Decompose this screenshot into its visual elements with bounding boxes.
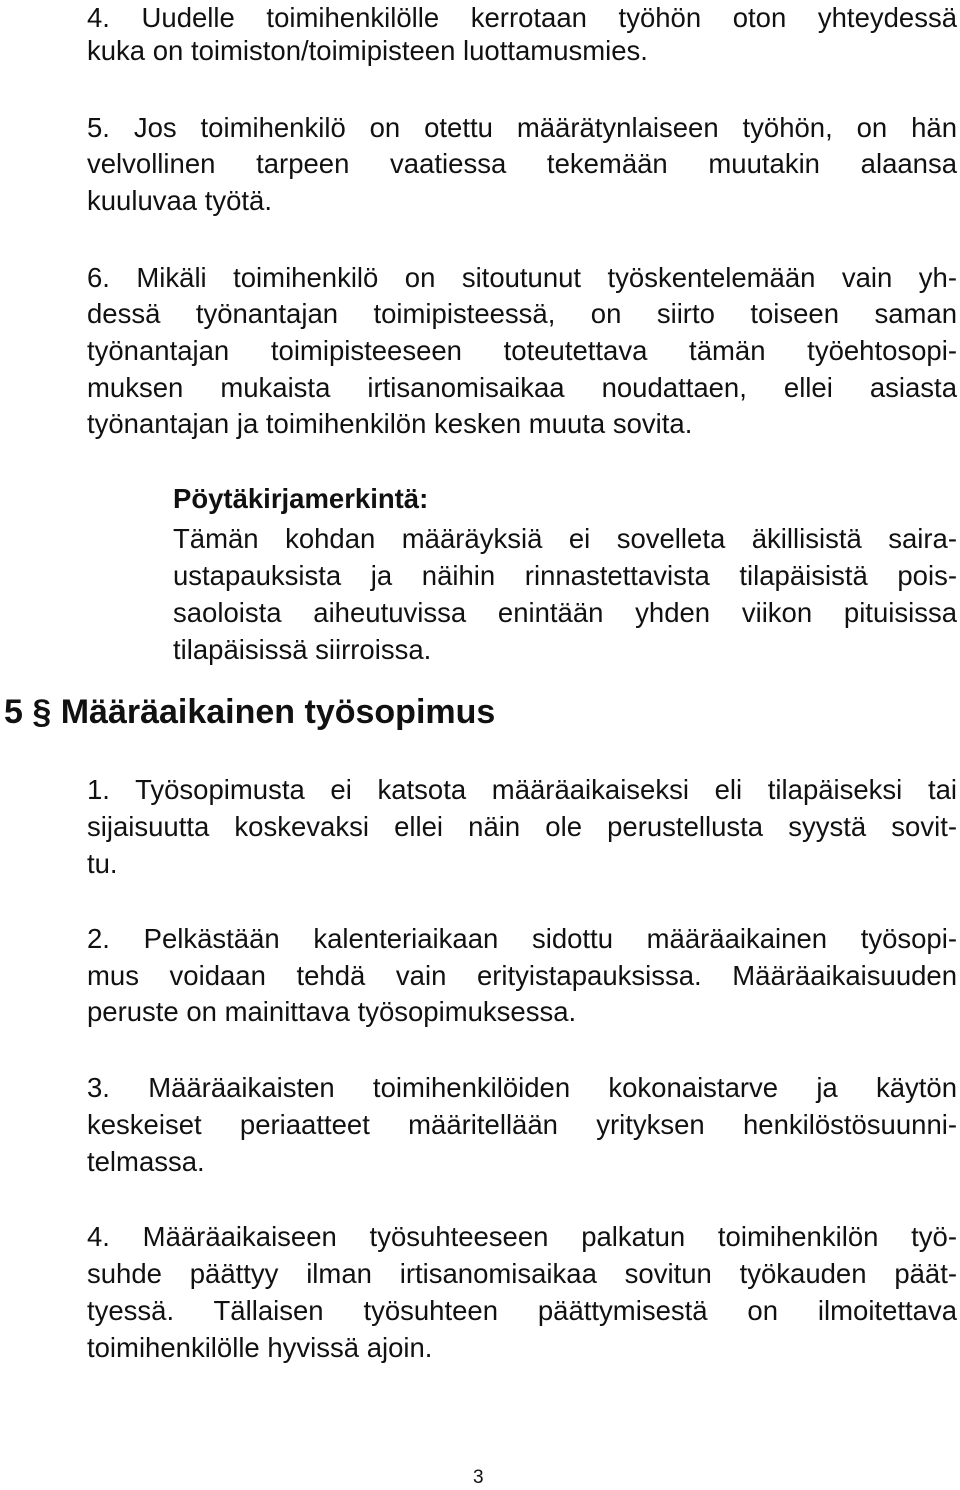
text-line: mus voidaan tehdä vain erityistapauksissa. Määräaikaisuuden <box>87 960 957 991</box>
text-line: velvollinen tarpeen vaatiessa tekemään muutakin alaansa <box>87 148 957 179</box>
text-line: sijaisuutta koskevaksi ellei näin ole perustellusta syystä sovit- <box>87 811 957 842</box>
text-line: 4. Uudelle toimihenkilölle kerrotaan työhön oton yhteydessä <box>87 2 957 33</box>
text-line: saoloista aiheutuvissa enintään yhden viikon pituisissa <box>173 597 957 628</box>
text-line: toimihenkilölle hyvissä ajoin. <box>87 1332 433 1363</box>
text-line: tu. <box>87 848 118 879</box>
text-line: muksen mukaista irtisanomisaikaa noudattaen, ellei asiasta <box>87 372 957 403</box>
text-line: keskeiset periaatteet määritellään yrityksen henkilöstösuunni- <box>87 1109 957 1140</box>
text-line: tyessä. Tällaisen työsuhteen päättymisestä on ilmoitettava <box>87 1295 957 1326</box>
note-title: Pöytäkirjamerkintä: <box>173 483 429 514</box>
text-line: tilapäisissä siirroissa. <box>173 634 432 665</box>
page-number: 3 <box>473 1467 484 1488</box>
text-line: 6. Mikäli toimihenkilö on sitoutunut työskentelemään vain yh- <box>87 262 957 293</box>
text-line: suhde päättyy ilman irtisanomisaikaa sovitun työkauden päät- <box>87 1258 957 1289</box>
text-line: 3. Määräaikaisten toimihenkilöiden kokonaistarve ja käytön <box>87 1072 957 1103</box>
text-line: 1. Työsopimusta ei katsota määräaikaiseksi eli tilapäiseksi tai <box>87 774 957 805</box>
text-line: peruste on mainittava työsopimuksessa. <box>87 996 577 1027</box>
section-heading: 5 § Määräaikainen työsopimus <box>4 693 496 731</box>
text-line: kuka on toimiston/toimipisteen luottamusmies. <box>87 35 648 66</box>
text-line: telmassa. <box>87 1146 205 1177</box>
text-line: dessä työnantajan toimipisteessä, on siirto toiseen saman <box>87 298 957 329</box>
text-line: 4. Määräaikaiseen työsuhteeseen palkatun toimihenkilön työ- <box>87 1221 957 1252</box>
text-line: 2. Pelkästään kalenteriaikaan sidottu määräaikainen työsopi- <box>87 923 957 954</box>
text-line: työnantajan ja toimihenkilön kesken muuta sovita. <box>87 408 693 439</box>
text-line: Tämän kohdan määräyksiä ei sovelleta äkillisistä saira- <box>173 523 957 554</box>
text-line: työnantajan toimipisteeseen toteutettava tämän työehtosopi- <box>87 335 957 366</box>
text-line: ustapauksista ja näihin rinnastettavista tilapäisistä pois- <box>173 560 957 591</box>
text-line: kuuluvaa työtä. <box>87 185 272 216</box>
text-line: 5. Jos toimihenkilö on otettu määrätynlaiseen työhön, on hän <box>87 112 957 143</box>
